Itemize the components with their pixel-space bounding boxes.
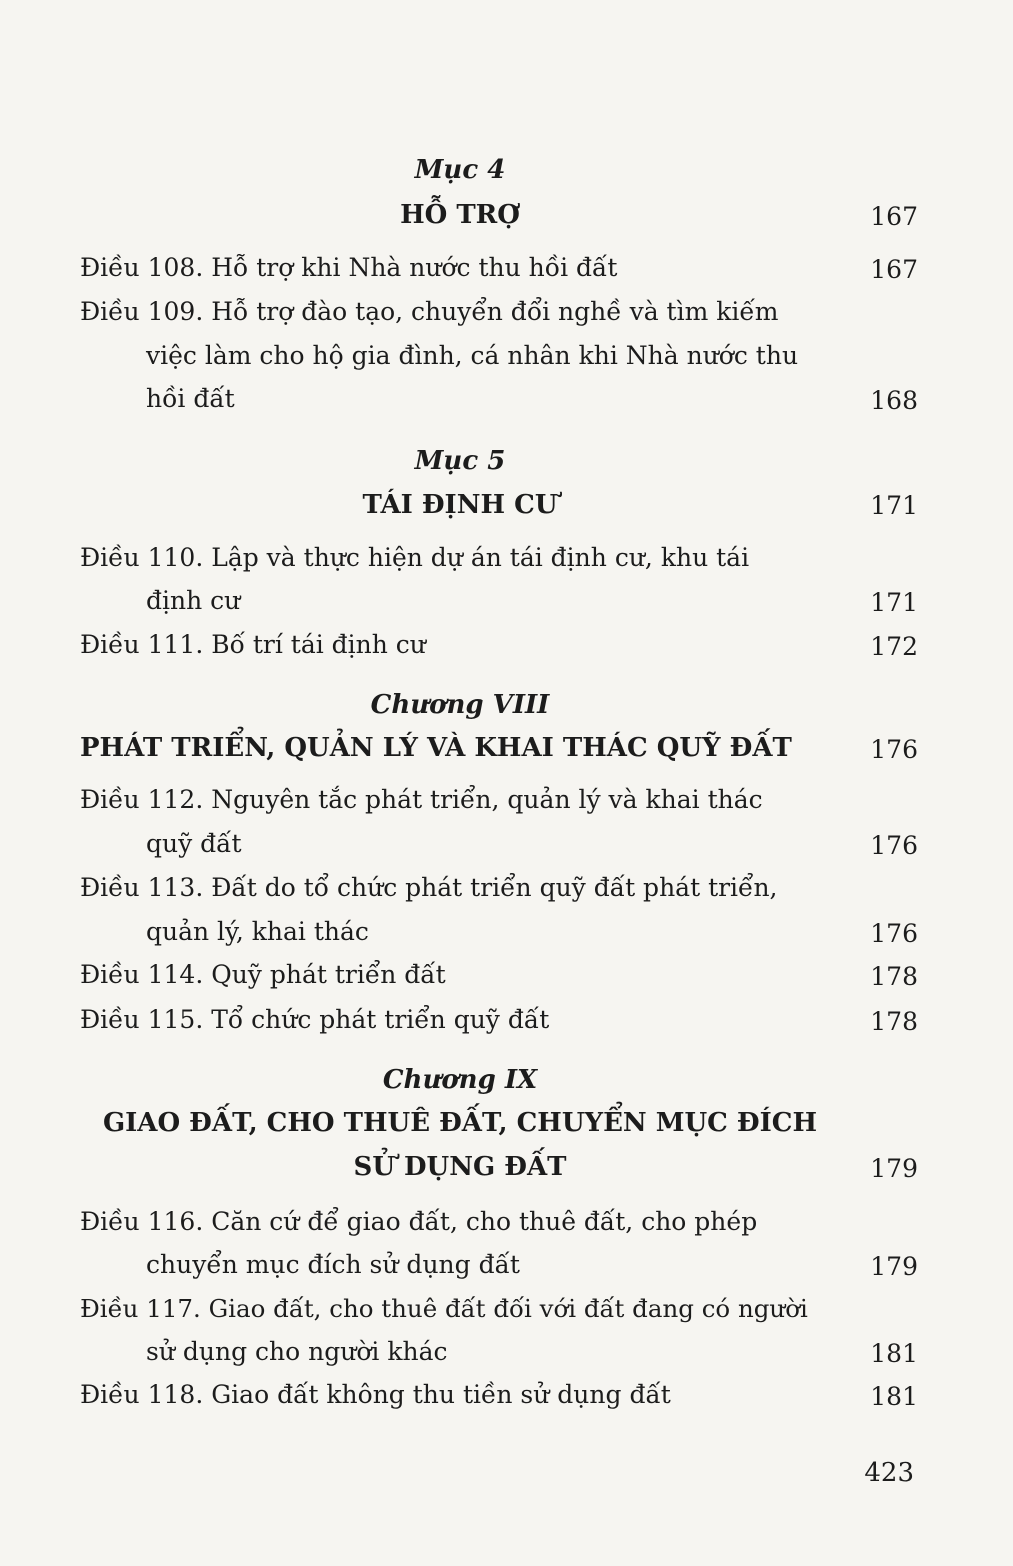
page-number: 171 xyxy=(870,588,918,617)
toc-entry-dieu-112: Điều 112. Nguyên tắc phát triển, quản lý và khai thác xyxy=(80,785,763,814)
page-number: 178 xyxy=(870,962,918,991)
toc-entry-continuation: sử dụng cho người khác xyxy=(146,1337,448,1366)
chapter-title-viii: PHÁT TRIỂN, QUẢN LÝ VÀ KHAI THÁC QUỸ ĐẤT xyxy=(80,733,792,763)
toc-entry-continuation: hồi đất xyxy=(146,384,235,413)
page-folio: 423 xyxy=(864,1458,914,1488)
page-number: 176 xyxy=(870,735,918,764)
chapter-heading-viii: Chương VIII xyxy=(370,690,550,720)
chapter-heading-ix: Chương IX xyxy=(382,1065,538,1095)
toc-entry-continuation: định cư xyxy=(146,586,241,615)
page-number: 168 xyxy=(870,386,918,415)
chapter-title-ix: GIAO ĐẤT, CHO THUÊ ĐẤT, CHUYỂN MỤC ĐÍCH xyxy=(102,1108,818,1138)
toc-entry-dieu-109: Điều 109. Hỗ trợ đào tạo, chuyển đổi nghề và tìm kiếm xyxy=(80,297,779,326)
page-number: 167 xyxy=(870,255,918,284)
toc-entry-continuation: quản lý, khai thác xyxy=(146,917,369,946)
page-number: 172 xyxy=(870,632,918,661)
page-number: 176 xyxy=(870,919,918,948)
toc-entry-dieu-117: Điều 117. Giao đất, cho thuê đất đối với đất đang có người xyxy=(80,1294,808,1323)
toc-entry-continuation: việc làm cho hộ gia đình, cá nhân khi Nhà nước thu xyxy=(146,341,799,370)
page-number: 176 xyxy=(870,831,918,860)
section-heading-muc-5: Mục 5 xyxy=(414,446,506,476)
toc-entry-dieu-108: Điều 108. Hỗ trợ khi Nhà nước thu hồi đất xyxy=(80,253,618,282)
page-number: 171 xyxy=(870,491,918,520)
toc-entry-continuation: quỹ đất xyxy=(146,829,242,858)
toc-entry-dieu-118: Điều 118. Giao đất không thu tiền sử dụng đất xyxy=(80,1380,671,1409)
toc-entry-dieu-113: Điều 113. Đất do tổ chức phát triển quỹ đất phát triển, xyxy=(80,873,778,902)
page-number: 181 xyxy=(870,1339,918,1368)
toc-entry-continuation: chuyển mục đích sử dụng đất xyxy=(146,1250,520,1279)
toc-entry-dieu-116: Điều 116. Căn cứ để giao đất, cho thuê đất, cho phép xyxy=(80,1207,758,1236)
page-number: 181 xyxy=(870,1382,918,1411)
section-title-tai-dinh-cu: TÁI ĐỊNH CƯ xyxy=(362,490,558,520)
toc-entry-dieu-110: Điều 110. Lập và thực hiện dự án tái định cư, khu tái xyxy=(80,543,750,572)
chapter-title-ix-continuation: SỬ DỤNG ĐẤT xyxy=(353,1152,567,1182)
section-title-ho-tro: HỖ TRỢ xyxy=(400,200,520,230)
page-number: 179 xyxy=(870,1252,918,1281)
toc-entry-dieu-115: Điều 115. Tổ chức phát triển quỹ đất xyxy=(80,1005,550,1034)
toc-entry-dieu-114: Điều 114. Quỹ phát triển đất xyxy=(80,960,446,989)
section-heading-muc-4: Mục 4 xyxy=(414,155,506,185)
page-number: 167 xyxy=(870,202,918,231)
page-number: 178 xyxy=(870,1007,918,1036)
page-number: 179 xyxy=(870,1154,918,1183)
toc-entry-dieu-111: Điều 111. Bố trí tái định cư xyxy=(80,630,426,659)
